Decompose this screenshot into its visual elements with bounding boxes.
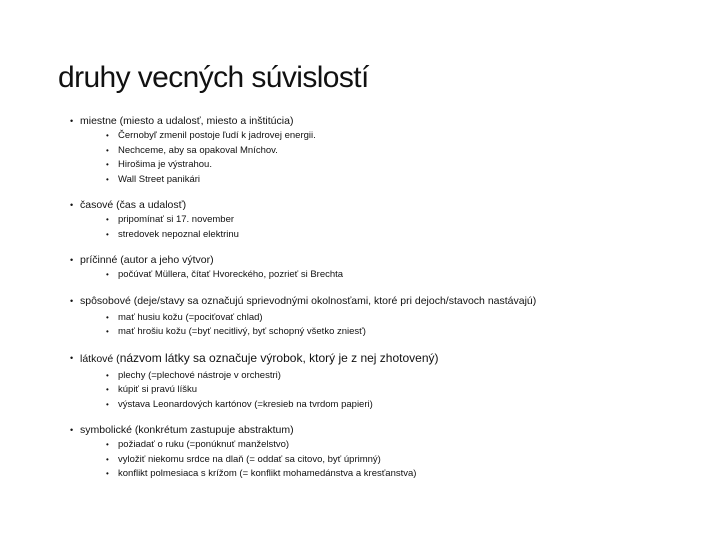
sub-bullet-list [70,129,710,187]
bullet-group-pricinne [70,253,710,283]
bullet-group-symbolicke [70,423,710,482]
bullet-heading [70,351,710,366]
sub-bullet-list [70,213,710,242]
bullet-heading-prefix: látkové ( [80,352,120,365]
sub-bullet: • počúvať Müllera, čítať Hvoreckého, pozrieť si Brechta [70,268,710,283]
bullet-heading: • miestne (miesto a udalosť, miesto a inštitúcia) [70,114,710,128]
sub-bullet-list [70,438,710,482]
sub-bullet: • Černobyľ zmenil postoje ľudí k jadrovej energii. [70,129,710,144]
sub-bullet: • požiadať o ruku (=ponúknuť manželstvo) [70,438,710,453]
sub-bullet: • mať husiu kožu (=pociťovať chlad) [70,311,710,326]
bullet-heading-emphasis: názvom látky sa označuje výrobok, ktorý je z nej zhotovený) [119,350,439,365]
sub-bullet: • stredovek nepoznal elektrinu [70,228,710,243]
sub-bullet: • konflikt polmesiaca s krížom (= konflikt mohamedánstva a kresťanstva) [70,467,710,482]
bullet-heading: • časové (čas a udalosť) [70,198,710,212]
bullet-group-latkove [70,351,710,413]
slide-content [70,114,710,482]
sub-bullet: • vyložiť niekomu srdce na dlaň (= oddať sa citovo, byť úprimný) [70,453,710,468]
sub-bullet: • kúpiť si pravú líšku [70,383,710,398]
sub-bullet: • výstava Leonardových kartónov (=kresieb na tvrdom papieri) [70,398,710,413]
sub-bullet: • Nechceme, aby sa opakoval Mníchov. [70,144,710,159]
bullet-heading: • príčinné (autor a jeho výtvor) [70,253,710,267]
sub-bullet-list [70,268,710,283]
sub-bullet-list [70,369,710,413]
sub-bullet: • Hirošima je výstrahou. [70,158,710,173]
bullet-group-casove [70,198,710,242]
sub-bullet: • Wall Street panikári [70,173,710,188]
bullet-group-miestne [70,114,710,187]
sub-bullet: • plechy (=plechové nástroje v orchestri) [70,369,710,384]
sub-bullet: • pripomínať si 17. november [70,213,710,228]
bullet-group-sposobove [70,294,710,340]
sub-bullet-list [70,311,710,340]
bullet-heading: • spôsobové (deje/stavy sa označujú sprievodnými okolnosťami, ktoré pri dejoch/stavoch nastávajú) [70,294,710,308]
sub-bullet: • mať hrošiu kožu (=byť necitlivý, byť schopný všetko zniesť) [70,325,710,340]
bullet-heading: • symbolické (konkrétum zastupuje abstraktum) [70,423,710,437]
slide-title: druhy vecných súvislostí [58,61,369,94]
